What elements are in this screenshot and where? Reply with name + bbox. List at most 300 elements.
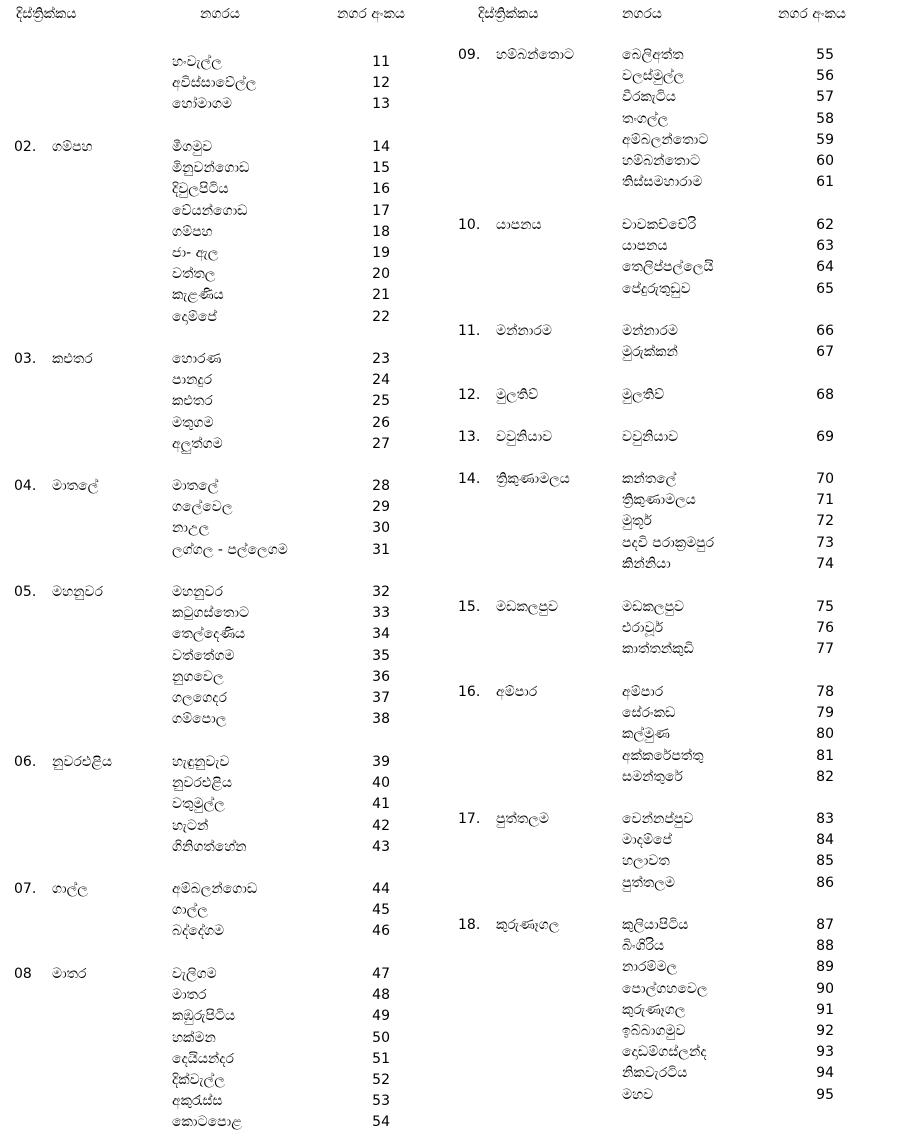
town-name: හොරණ — [172, 351, 222, 367]
table-row — [450, 957, 900, 978]
town-code: 18 — [372, 223, 390, 240]
town-code: 87 — [816, 917, 834, 933]
town-name: බද්දේගම — [172, 923, 225, 940]
table-row — [450, 151, 900, 172]
town-name: තෙල්දෙණිය — [172, 626, 246, 643]
town-name: ගම්පහ — [172, 223, 213, 240]
town-name: නාරම්මල — [622, 959, 678, 976]
town-code: 43 — [372, 838, 390, 855]
town-code: 95 — [816, 1086, 834, 1103]
town-name: හක්මන — [172, 1029, 216, 1046]
town-name: බිංගිරිය — [622, 938, 665, 955]
table-row — [0, 391, 450, 412]
town-name: අකුරැස්ස — [172, 1093, 223, 1110]
table-row — [450, 257, 900, 278]
town-name: මුතූර් — [622, 513, 652, 530]
district-number: 04. — [14, 478, 37, 494]
town-code: 60 — [816, 153, 834, 169]
town-name: මුරුක්කන් — [622, 344, 678, 361]
town-code: 66 — [816, 323, 834, 339]
district-cell — [458, 385, 538, 406]
town-name: චාවකච්චේරි — [622, 217, 697, 233]
table-row — [0, 667, 450, 688]
town-name: තෙලිප්පල්ලෙයි — [622, 259, 714, 276]
town-code: 71 — [816, 492, 834, 509]
table-row — [0, 582, 450, 603]
district-number: 03. — [14, 351, 37, 367]
town-name: කුලියාපිටිය — [622, 917, 689, 933]
district-number: 15. — [458, 599, 481, 615]
town-name: යාපනය — [622, 238, 668, 255]
table-row — [0, 1112, 450, 1133]
table-row — [0, 137, 450, 158]
town-name: නාඋල — [172, 520, 210, 537]
table-row — [450, 618, 900, 639]
town-code: 54 — [372, 1114, 390, 1131]
table-row — [0, 540, 450, 561]
table-row — [450, 1021, 900, 1042]
town-code: 68 — [816, 387, 834, 403]
table-row — [0, 497, 450, 518]
district-number: 18. — [458, 917, 481, 933]
district-number: 08 — [14, 966, 32, 982]
table-row — [0, 1049, 450, 1070]
town-code: 33 — [372, 605, 390, 622]
district-name: මන්නාරම — [496, 323, 552, 339]
table-row — [0, 94, 450, 115]
district-name: ත්‍රිකුණාමලය — [496, 471, 570, 487]
district-name: යාපනය — [496, 217, 542, 233]
district-name: කුරුණෑගල — [496, 917, 560, 933]
town-name: ගිනිගත්හේන — [172, 838, 247, 855]
town-name: ඉබ්බාගමුව — [622, 1023, 686, 1039]
table-row — [450, 597, 900, 618]
town-code: 20 — [372, 266, 390, 283]
district-number: 11. — [458, 323, 481, 339]
town-code: 70 — [816, 471, 834, 487]
table-row — [450, 767, 900, 788]
table-row — [0, 794, 450, 815]
table-row — [450, 215, 900, 236]
town-name: ගලගෙදර — [172, 690, 227, 706]
header-town-code: නගර අංකය — [778, 6, 846, 22]
town-name: නුගවෙල — [172, 668, 224, 685]
table-row — [0, 921, 450, 942]
table-row — [450, 427, 900, 448]
town-name: දොඩම්ගස්ලන්ද — [622, 1044, 707, 1061]
district-name: මහනුවර — [52, 584, 103, 600]
town-name: මඩකලපුව — [622, 599, 685, 615]
right-half — [450, 0, 900, 1148]
town-name: ත්‍රිකුණාමලය — [622, 492, 696, 509]
district-number: 02. — [14, 139, 37, 155]
table-row — [450, 45, 900, 66]
town-code: 65 — [816, 280, 834, 297]
town-name: වීරකැටිය — [622, 89, 676, 106]
table-row — [0, 1091, 450, 1112]
town-name: තංගල්ල — [622, 110, 669, 127]
town-name: නුවරඑළිය — [172, 775, 233, 792]
town-name: කුරුණෑගල — [622, 1001, 686, 1018]
town-name: නිකවැරටිය — [622, 1065, 688, 1082]
town-name: එරාවූර් — [622, 620, 664, 637]
town-code: 11 — [372, 54, 390, 70]
table-row — [450, 851, 900, 872]
town-code: 84 — [816, 832, 834, 849]
district-number: 14. — [458, 471, 481, 487]
town-code: 78 — [816, 684, 834, 700]
header-district: දිස්ත්‍රික්කය — [16, 6, 77, 22]
table-row — [0, 879, 450, 900]
town-code: 35 — [372, 647, 390, 664]
town-code: 88 — [816, 938, 834, 955]
town-code: 29 — [372, 499, 390, 516]
town-name: මිනුවන්ගොඩ — [172, 160, 250, 177]
town-name: සමන්තුරේ — [622, 768, 683, 785]
town-code: 15 — [372, 160, 390, 177]
table-row — [450, 342, 900, 363]
town-code: 86 — [816, 874, 834, 891]
table-row — [450, 746, 900, 767]
table-row — [0, 413, 450, 434]
table-row — [0, 476, 450, 497]
town-code: 56 — [816, 68, 834, 85]
table-row — [0, 900, 450, 921]
town-code: 45 — [372, 902, 390, 919]
district-number: 10. — [458, 217, 481, 233]
town-name: කටුගස්තොට — [172, 605, 250, 622]
town-name: මහනුවර — [172, 584, 223, 600]
district-name: පුත්තලම — [496, 811, 549, 827]
district-name: නුවරඑළිය — [52, 754, 113, 770]
table-row — [450, 915, 900, 936]
town-name: ගාල්ල — [172, 902, 208, 919]
town-code: 59 — [816, 131, 834, 148]
town-code: 48 — [372, 987, 390, 1004]
district-number: 13. — [458, 429, 481, 445]
town-code: 67 — [816, 344, 834, 361]
town-code: 34 — [372, 626, 390, 643]
town-name: සේරංකඩ — [622, 705, 676, 722]
district-cell — [14, 879, 88, 900]
town-code: 19 — [372, 245, 390, 261]
table-row — [450, 490, 900, 511]
town-code: 72 — [816, 513, 834, 530]
district-name: මුලතිව් — [496, 387, 539, 403]
table-row — [450, 830, 900, 851]
town-name: හම්බන්තොට — [622, 153, 701, 169]
town-name: ගලේවෙල — [172, 499, 233, 516]
town-code: 77 — [816, 641, 834, 658]
header-town: නගරය — [622, 6, 662, 22]
town-name: අම්බලන්තොට — [622, 131, 709, 148]
town-code: 42 — [372, 817, 390, 834]
table-row — [0, 349, 450, 370]
town-code: 39 — [372, 754, 390, 770]
district-cell — [14, 582, 103, 603]
town-name: පුත්තලම — [622, 874, 675, 891]
town-code: 27 — [372, 435, 390, 452]
town-name: පානදුර — [172, 372, 213, 389]
town-code: 41 — [372, 796, 390, 813]
town-code: 52 — [372, 1072, 390, 1088]
town-name: අම්පාර — [622, 684, 664, 700]
town-name: පොල්ගහවෙල — [622, 980, 708, 997]
town-code: 64 — [816, 259, 834, 276]
town-code: 89 — [816, 959, 834, 976]
town-name: කල්මුණ — [622, 726, 670, 743]
town-name: බෙලිඅත්ත — [622, 47, 684, 63]
town-code: 57 — [816, 89, 834, 106]
town-name: කාත්තන්කුඩි — [622, 641, 694, 658]
town-code: 55 — [816, 47, 834, 63]
town-code: 83 — [816, 811, 834, 827]
town-code: 25 — [372, 393, 390, 410]
table-row — [450, 279, 900, 300]
table-row — [450, 724, 900, 745]
table-row — [450, 87, 900, 108]
district-number: 16. — [458, 684, 481, 700]
town-name: මාතර — [172, 987, 207, 1004]
town-code: 40 — [372, 775, 390, 792]
town-name: දික්වැල්ල — [172, 1072, 225, 1088]
town-name: ජා- ඇල — [172, 245, 219, 261]
district-name: හම්බන්තොට — [496, 47, 575, 63]
district-number: 05. — [14, 584, 37, 600]
town-name: කන්තලේ — [622, 471, 677, 487]
table-row — [0, 688, 450, 709]
table-row — [450, 639, 900, 660]
district-cell — [458, 427, 552, 448]
town-code: 30 — [372, 520, 390, 537]
town-name: අම්බලන්ගොඩ — [172, 881, 258, 897]
table-row — [450, 321, 900, 342]
town-code: 93 — [816, 1044, 834, 1061]
town-code: 14 — [372, 139, 390, 155]
table-row — [450, 554, 900, 575]
town-code: 26 — [372, 414, 390, 431]
town-name: මහව — [622, 1086, 654, 1103]
table-row — [0, 1070, 450, 1091]
town-code: 28 — [372, 478, 390, 494]
town-name: ගම්පොල — [172, 711, 227, 728]
district-name: ගාල්ල — [52, 881, 88, 897]
town-code: 50 — [372, 1029, 390, 1046]
town-code: 92 — [816, 1023, 834, 1039]
table-row — [0, 158, 450, 179]
town-name: මන්නාරම — [622, 323, 678, 339]
town-name: වවුනියාව — [622, 429, 679, 445]
table-row — [450, 1063, 900, 1084]
town-code: 63 — [816, 238, 834, 255]
table-row — [0, 773, 450, 794]
district-name: මඩකලපුව — [496, 599, 559, 615]
table-row — [450, 469, 900, 490]
district-cell — [14, 476, 98, 497]
district-name: මාතලේ — [52, 478, 99, 494]
district-name: අම්පාර — [496, 684, 538, 700]
district-cell — [458, 45, 574, 66]
town-code: 62 — [816, 217, 834, 233]
header-town-code: නගර අංකය — [337, 6, 405, 22]
table-row — [0, 1028, 450, 1049]
town-code: 85 — [816, 853, 834, 870]
district-number: 07. — [14, 881, 37, 897]
town-code: 44 — [372, 881, 390, 897]
town-code: 22 — [372, 308, 390, 325]
table-row — [450, 1000, 900, 1021]
town-name: දිවුලපිටිය — [172, 181, 229, 198]
district-cell — [458, 469, 570, 490]
town-name: වේයන්ගොඩ — [172, 202, 248, 219]
town-name: අලුත්ගම — [172, 435, 223, 452]
table-row — [0, 370, 450, 391]
town-name: කින්නියා — [622, 555, 671, 572]
table-row — [450, 109, 900, 130]
district-number: 12. — [458, 387, 481, 403]
table-row — [0, 52, 450, 73]
district-cell — [458, 215, 542, 236]
town-name: තිස්සමහාරාම — [622, 174, 703, 191]
town-code: 74 — [816, 555, 834, 572]
district-cell — [14, 964, 87, 985]
town-name: වත්තල — [172, 266, 216, 283]
table-row — [0, 434, 450, 455]
town-name: මාදම්පේ — [622, 832, 672, 849]
town-code: 94 — [816, 1065, 834, 1082]
district-cell — [458, 915, 559, 936]
town-name: හංවැල්ල — [172, 54, 222, 70]
town-code: 49 — [372, 1008, 390, 1025]
town-code: 24 — [372, 372, 390, 389]
district-name: වවුනියාව — [496, 429, 553, 445]
town-code: 61 — [816, 174, 834, 191]
town-name: කඹුරුපිටිය — [172, 1008, 236, 1025]
table-row — [0, 518, 450, 539]
town-name: මාතලේ — [172, 478, 219, 494]
town-code: 12 — [372, 75, 390, 92]
table-row — [0, 73, 450, 94]
header-district: දිස්ත්‍රික්කය — [478, 6, 539, 22]
town-code: 23 — [372, 351, 390, 367]
table-row — [0, 1006, 450, 1027]
table-row — [450, 130, 900, 151]
table-row — [0, 179, 450, 200]
district-cell — [458, 321, 552, 342]
town-name: දොම්පේ — [172, 308, 217, 325]
table-row — [450, 66, 900, 87]
table-row — [0, 243, 450, 264]
town-code: 36 — [372, 668, 390, 685]
town-code: 82 — [816, 768, 834, 785]
town-name: අක්කරේපත්තු — [622, 747, 704, 764]
table-row — [0, 264, 450, 285]
table-row — [450, 1085, 900, 1106]
table-row — [0, 964, 450, 985]
town-code: 16 — [372, 181, 390, 198]
table-row — [450, 873, 900, 894]
table-row — [450, 936, 900, 957]
table-row — [450, 682, 900, 703]
town-name: හැටන් — [172, 817, 209, 834]
town-name: අවිස්සාවේල්ල — [172, 75, 257, 92]
town-code: 53 — [372, 1093, 390, 1110]
town-name: කැළණිය — [172, 287, 224, 304]
town-code: 58 — [816, 110, 834, 127]
table-row — [450, 533, 900, 554]
town-name: පදවි පරාක්‍රමපුර — [622, 534, 715, 551]
town-code: 75 — [816, 599, 834, 615]
district-name: මාතර — [52, 966, 87, 982]
district-cell — [14, 137, 93, 158]
town-code: 21 — [372, 287, 390, 304]
district-name: ගම්පහ — [52, 139, 93, 155]
table-row — [450, 809, 900, 830]
town-name: හෝමාගම — [172, 96, 232, 113]
town-code: 38 — [372, 711, 390, 728]
town-name: වතුමුල්ල — [172, 796, 225, 813]
district-number: 17. — [458, 811, 481, 827]
table-row — [0, 285, 450, 306]
town-name: දෙයියන්දර — [172, 1050, 234, 1067]
town-code: 37 — [372, 690, 390, 706]
district-name: කළුතර — [52, 351, 93, 367]
town-code: 51 — [372, 1050, 390, 1067]
table-row — [450, 172, 900, 193]
table-row — [0, 222, 450, 243]
district-cell — [458, 682, 537, 703]
town-name: මුලතිව් — [622, 387, 665, 403]
header-town: නගරය — [200, 6, 240, 22]
table-row — [0, 816, 450, 837]
town-code: 32 — [372, 584, 390, 600]
table-row — [450, 979, 900, 1000]
table-row — [0, 985, 450, 1006]
table-row — [450, 703, 900, 724]
town-name: වත්තේගම — [172, 647, 235, 664]
town-code: 76 — [816, 620, 834, 637]
town-name: හලාවත — [622, 853, 670, 870]
town-code: 13 — [372, 96, 390, 113]
town-name: ලග්ගල - පල්ලෙගම — [172, 541, 288, 558]
town-code: 17 — [372, 202, 390, 219]
table-row — [450, 236, 900, 257]
town-code: 31 — [372, 541, 390, 558]
table-row — [0, 603, 450, 624]
town-code: 81 — [816, 747, 834, 764]
district-number: 09. — [458, 47, 481, 63]
table-row — [0, 201, 450, 222]
town-name: වැලිගම — [172, 966, 217, 982]
town-code: 80 — [816, 726, 834, 743]
district-cell — [14, 349, 93, 370]
town-name: වෙන්නප්පුව — [622, 811, 694, 827]
town-code: 46 — [372, 923, 390, 940]
table-row — [0, 624, 450, 645]
town-code: 90 — [816, 980, 834, 997]
town-name: මීගමුව — [172, 139, 213, 155]
town-name: කොටපොළ — [172, 1114, 242, 1131]
town-code: 91 — [816, 1001, 834, 1018]
table-row — [0, 646, 450, 667]
town-name: වලස්මුල්ල — [622, 68, 685, 85]
district-cell — [458, 597, 558, 618]
table-row — [450, 511, 900, 532]
district-cell — [458, 809, 549, 830]
town-code: 47 — [372, 966, 390, 982]
district-number: 06. — [14, 754, 37, 770]
town-code: 69 — [816, 429, 834, 445]
